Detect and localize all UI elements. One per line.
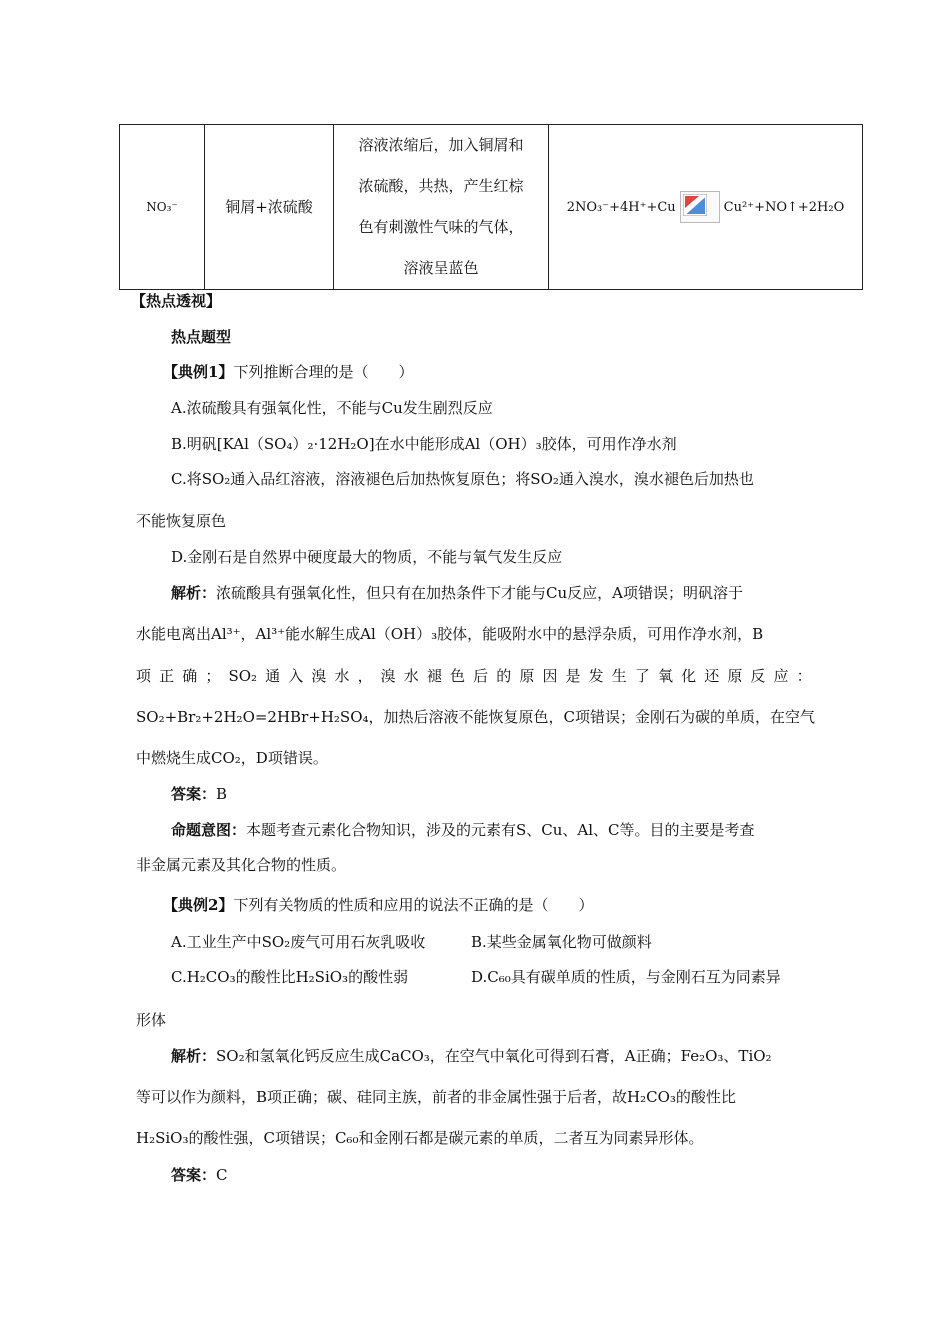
justified-token: 溴 <box>311 667 327 685</box>
justified-token: 生 <box>611 667 627 685</box>
answer-value: C <box>216 1166 228 1184</box>
example1-analysis-line: SO₂+Br₂+2H₂O=2HBr+H₂SO₄，加热后溶液不能恢复原色，C项错误；金刚石为碳的单质，在空气 <box>136 708 815 726</box>
example2-analysis-line: H₂SiO₃的酸性强，C项错误；C₆₀和金刚石都是碳元素的单质，二者互为同素异形体。 <box>136 1129 704 1147</box>
example1-analysis-line: 中燃烧生成CO₂，D项错误。 <box>136 749 328 767</box>
example1-label: 【典例1】 <box>163 363 234 381</box>
example1-option-b: B.明矾[KAl（SO₄）₂·12H₂O]在水中能形成Al（OH）₃胶体，可用作净水剂 <box>171 435 677 453</box>
justified-token: ： <box>796 667 812 685</box>
justified-token: 的 <box>496 667 512 685</box>
ion-cell: NO₃⁻ <box>120 125 205 290</box>
example1-analysis-line: 水能电离出Al³⁺，Al³⁺能水解生成Al（OH）₃胶体，能吸附水中的悬浮杂质，可用作净水剂，B <box>136 625 764 643</box>
justified-token: 通 <box>265 667 281 685</box>
justified-token: 正 <box>159 667 175 685</box>
table-row <box>120 125 863 290</box>
example1-analysis-line-justified <box>136 666 812 686</box>
example1-intent-cont: 非金属元素及其化合物的性质。 <box>136 856 347 874</box>
intent-label: 命题意图： <box>171 821 247 839</box>
intent-text: 本题考查元素化合物知识，涉及的元素有S、Cu、Al、C等。目的主要是考查 <box>246 821 755 839</box>
justified-token: 后 <box>473 667 489 685</box>
analysis-text: SO₂和氢氧化钙反应生成CaCO₃，在空气中氧化可得到石膏，A正确；Fe₂O₃、TiO₂ <box>216 1047 772 1065</box>
justified-token: 发 <box>588 667 604 685</box>
phenomenon-line: 浓硫酸，共热，产生红棕 <box>358 177 524 195</box>
subsection-title: 热点题型 <box>171 328 232 346</box>
justified-token: 褪 <box>426 667 442 685</box>
phenomenon-cell <box>334 125 549 290</box>
example1-question <box>163 362 413 382</box>
example1-question-text: 下列推断合理的是（ ） <box>233 363 414 381</box>
example1-analysis-line <box>171 583 743 603</box>
broken-image-icon <box>680 191 720 223</box>
example1-option-c: C.将SO₂通入品红溶液，溶液褪色后加热恢复原色；将SO₂通入溴水，溴水褪色后加热也 <box>171 470 754 488</box>
example2-analysis-line: 等可以作为颜料，B项正确；碳、硅同主族，前者的非金属性强于后者，故H₂CO₃的酸性比 <box>136 1088 736 1106</box>
justified-token: 了 <box>634 667 650 685</box>
justified-token: 项 <box>136 667 152 685</box>
equation-left: 2NO₃⁻+4H⁺+Cu <box>566 199 676 215</box>
phenomenon-line: 溶液浓缩后，加入铜屑和 <box>358 136 524 154</box>
justified-token: 入 <box>288 667 304 685</box>
equation-right: Cu²⁺+NO↑+2H₂O <box>723 199 845 215</box>
analysis-label: 解析： <box>171 1047 217 1065</box>
justified-token: 是 <box>565 667 581 685</box>
example2-answer <box>171 1165 228 1185</box>
justified-token: 化 <box>681 667 697 685</box>
analysis-text: 浓硫酸具有强氧化性，但只有在加热条件下才能与Cu反应，A项错误；明矾溶于 <box>216 584 743 602</box>
justified-token: 氧 <box>657 667 673 685</box>
example1-option-a: A.浓硫酸具有强氧化性，不能与Cu发生剧烈反应 <box>171 399 493 417</box>
justified-token: ； <box>205 667 221 685</box>
example2-option-d-cont: 形体 <box>136 1011 167 1029</box>
justified-token: 确 <box>182 667 198 685</box>
example2-analysis-line <box>171 1046 772 1066</box>
justified-token: 反 <box>750 667 766 685</box>
phenomenon-line: 色有刺激性气味的气体， <box>358 218 524 236</box>
justified-token: 应 <box>773 667 789 685</box>
ion-test-table <box>119 124 863 290</box>
example2-option-d: D.C₆₀具有碳单质的性质，与金刚石互为同素异 <box>471 968 781 986</box>
example2-option-b: B.某些金属氧化物可做颜料 <box>471 933 652 951</box>
example2-label: 【典例2】 <box>163 896 234 914</box>
justified-token: 色 <box>450 667 466 685</box>
justified-token: 溴 <box>380 667 396 685</box>
reagent-cell: 铜屑+浓硫酸 <box>205 125 334 290</box>
justified-token: ， <box>357 667 373 685</box>
justified-token: 水 <box>334 667 350 685</box>
answer-value: B <box>216 785 228 803</box>
example2-option-c: C.H₂CO₃的酸性比H₂SiO₃的酸性弱 <box>171 968 409 986</box>
section-title: 【热点透视】 <box>131 292 222 310</box>
example2-option-a: A.工业生产中SO₂废气可用石灰乳吸收 <box>171 933 426 951</box>
example1-option-c-cont: 不能恢复原色 <box>136 512 227 530</box>
answer-label: 答案： <box>171 785 217 803</box>
example2-question-text: 下列有关物质的性质和应用的说法不正确的是（ ） <box>233 896 594 914</box>
example2-question <box>163 895 593 915</box>
answer-label: 答案： <box>171 1166 217 1184</box>
justified-token: 原 <box>727 667 743 685</box>
example1-option-d: D.金刚石是自然界中硬度最大的物质，不能与氧气发生反应 <box>171 548 563 566</box>
analysis-label: 解析： <box>171 584 217 602</box>
justified-token: SO₂ <box>228 667 258 685</box>
justified-token: 水 <box>403 667 419 685</box>
justified-token: 原 <box>519 667 535 685</box>
phenomenon-line: 溶液呈蓝色 <box>403 259 479 277</box>
example1-intent <box>171 820 755 840</box>
example1-answer <box>171 784 227 804</box>
justified-token: 因 <box>542 667 558 685</box>
justified-token: 还 <box>704 667 720 685</box>
equation-cell <box>549 125 863 290</box>
